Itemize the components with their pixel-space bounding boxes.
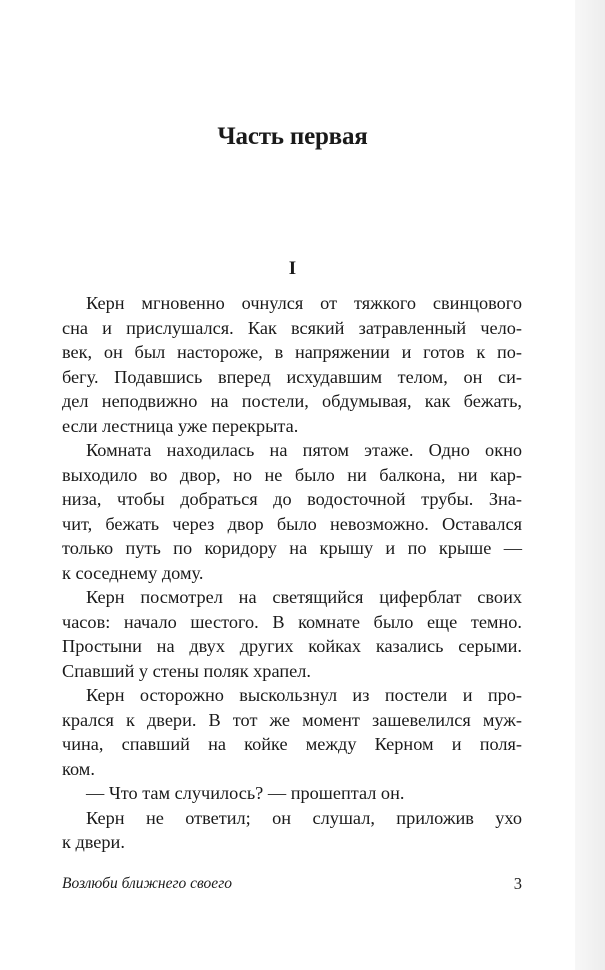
paragraph bbox=[62, 806, 522, 855]
text-line: бегу. Подавшись вперед исхудавшим телом, он си- bbox=[62, 366, 522, 387]
running-footer-title: Возлюби ближнего своего bbox=[62, 875, 232, 892]
text-line: Керн осторожно выскользнул из постели и про- bbox=[86, 685, 522, 705]
paragraph bbox=[62, 291, 522, 438]
text-line: крался к двери. В тот же момент зашевелился муж- bbox=[62, 709, 522, 730]
text-line: Керн не ответил; он слушал, приложив ухо bbox=[86, 807, 522, 828]
part-title: Часть первая bbox=[217, 123, 368, 150]
text-line: век, он был настороже, в напряжении и готов к по- bbox=[62, 342, 522, 362]
text-line: дел неподвижно на постели, обдумывая, как бежать, bbox=[62, 391, 522, 411]
paragraph bbox=[62, 438, 522, 585]
text-line: выходило во двор, но не было ни балкона, ни кар- bbox=[62, 464, 522, 485]
paragraph bbox=[62, 683, 522, 781]
text-line: только путь по коридору на крышу и по крыше — bbox=[62, 538, 522, 558]
text-line: Керн посмотрел на светящийся циферблат своих bbox=[86, 587, 522, 607]
text-line: чина, спавший на койке между Керном и поля- bbox=[62, 734, 522, 754]
text-line: чит, бежать через двор было невозможно. Оставался bbox=[62, 513, 522, 534]
text-line: Спавший у стены поляк храпел. bbox=[62, 660, 311, 681]
paragraph bbox=[62, 781, 522, 806]
text-line: — Что там случилось? — прошептал он. bbox=[86, 783, 405, 803]
text-line: низа, чтобы добраться до водосточной трубы. Зна- bbox=[62, 489, 522, 509]
page-number: 3 bbox=[513, 874, 522, 893]
paragraph bbox=[62, 585, 522, 683]
text-line: к двери. bbox=[62, 832, 125, 852]
body-text bbox=[62, 291, 522, 855]
text-line: ком. bbox=[62, 758, 95, 779]
chapter-number: I bbox=[288, 258, 297, 279]
text-line: Простыни на двух других койках казались серыми. bbox=[62, 636, 522, 656]
text-line: к соседнему дому. bbox=[62, 562, 204, 583]
text-line: если лестница уже перекрыта. bbox=[62, 415, 299, 436]
text-line: Керн мгновенно очнулся от тяжкого свинцового bbox=[86, 293, 522, 313]
text-line: сна и прислушался. Как всякий затравленный чело- bbox=[62, 317, 522, 338]
text-line: часов: начало шестого. В комнате было еще темно. bbox=[62, 611, 522, 632]
text-line: Комната находилась на пятом этаже. Одно окно bbox=[86, 440, 522, 460]
